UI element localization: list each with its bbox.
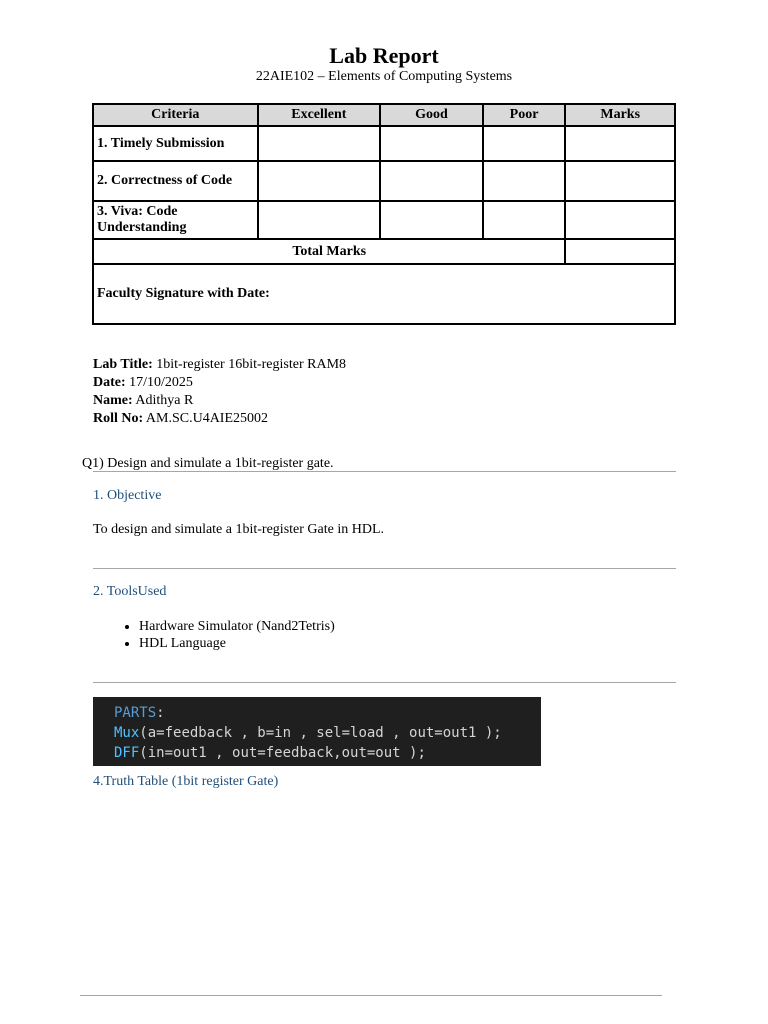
date-value: 17/10/2025: [129, 375, 193, 390]
lab-title-label: Lab Title:: [93, 357, 153, 372]
date-row: [93, 374, 346, 392]
roll-value: AM.SC.U4AIE25002: [145, 411, 269, 426]
good-cell: [380, 126, 483, 161]
code-keyword: PARTS: [114, 705, 157, 721]
roll-label: Roll No:: [93, 411, 144, 426]
lab-title-row: [93, 356, 346, 374]
roll-row: [93, 410, 346, 428]
code-line: [114, 743, 541, 763]
code-line: [114, 703, 541, 723]
table-row: [93, 201, 675, 239]
date-label: Date:: [93, 375, 126, 390]
signature-row: [93, 264, 675, 324]
rubric-header-row: [93, 104, 675, 126]
col-header-poor: Poor: [483, 104, 566, 126]
excellent-cell: [258, 126, 381, 161]
code-text: (in=out1 , out=feedback,out=out );: [139, 745, 426, 761]
criteria-cell: 2. Correctness of Code: [93, 161, 258, 201]
total-marks-cell: [565, 239, 675, 264]
list-item: • HDL Language: [139, 635, 335, 652]
criteria-cell: 1. Timely Submission: [93, 126, 258, 161]
objective-heading: 1. Objective: [93, 488, 162, 503]
poor-cell: [483, 161, 566, 201]
code-function: DFF: [114, 745, 140, 761]
total-marks-label: Total Marks: [93, 239, 565, 264]
name-label: Name:: [93, 393, 133, 408]
col-header-marks: Marks: [565, 104, 675, 126]
objective-text: To design and simulate a 1bit-register Gate in HDL.: [93, 522, 384, 537]
poor-cell: [483, 126, 566, 161]
poor-cell: [483, 201, 566, 239]
lab-info: [93, 356, 346, 428]
excellent-cell: [258, 161, 381, 201]
code-snippet: [93, 697, 541, 766]
code-line: [114, 723, 541, 743]
marks-cell: [565, 126, 675, 161]
page-title: Lab Report: [329, 43, 439, 68]
divider: [93, 682, 676, 683]
code-text: (a=feedback , b=in , sel=load , out=out1 );: [139, 725, 502, 741]
good-cell: [380, 201, 483, 239]
col-header-criteria: Criteria: [93, 104, 258, 126]
col-header-excellent: Excellent: [258, 104, 381, 126]
tools-heading: 2. ToolsUsed: [93, 584, 167, 599]
col-header-good: Good: [380, 104, 483, 126]
code-function: Mux: [114, 725, 140, 741]
lab-title-value: 1bit-register 16bit-register RAM8: [156, 357, 347, 372]
total-row: [93, 239, 675, 264]
divider: [93, 568, 676, 569]
good-cell: [380, 161, 483, 201]
marks-cell: [565, 161, 675, 201]
course-subtitle: 22AIE102 – Elements of Computing Systems: [255, 69, 513, 84]
question-text: Q1) Design and simulate a 1bit-register gate.: [82, 456, 334, 471]
criteria-cell: 3. Viva: Code Understanding: [93, 201, 258, 239]
faculty-signature-label: Faculty Signature with Date:: [93, 264, 675, 324]
excellent-cell: [258, 201, 381, 239]
table-row: [93, 126, 675, 161]
list-item: • Hardware Simulator (Nand2Tetris): [139, 618, 335, 635]
divider: [93, 471, 676, 472]
tools-list: [93, 618, 335, 652]
rubric-table: [92, 103, 676, 325]
code-text: :: [156, 705, 165, 721]
name-row: [93, 392, 346, 410]
truth-table-heading: 4.Truth Table (1bit register Gate): [93, 774, 279, 789]
marks-cell: [565, 201, 675, 239]
table-row: [93, 161, 675, 201]
footer-divider: [80, 995, 662, 996]
name-value: Adithya R: [135, 393, 194, 408]
